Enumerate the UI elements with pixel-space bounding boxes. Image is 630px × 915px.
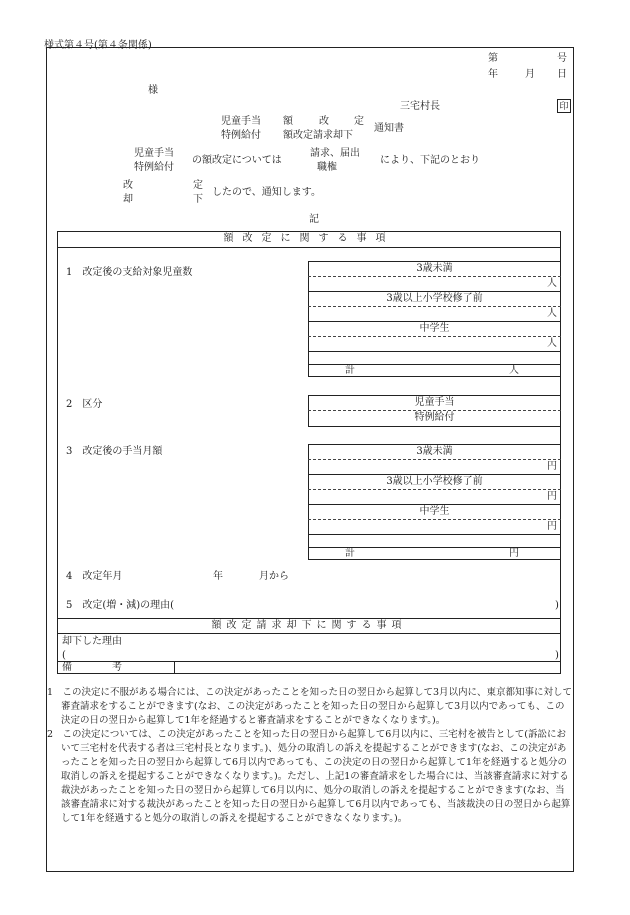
body-ka: 下 [193, 194, 203, 205]
item5-label: 5 改定(増・減)の理由( [66, 600, 175, 611]
issuer-name: 三宅村長 [400, 101, 440, 112]
notice-number-suffix: 号 [557, 53, 567, 64]
title-allowance-1: 児童手当 [221, 116, 261, 127]
section-title-revision: 額改定に関する事項 [223, 233, 395, 244]
item1-unit-under3: 人 [547, 278, 557, 289]
addressee-suffix: 様 [148, 85, 158, 96]
body-notified: したので、通知します。 [212, 187, 321, 198]
title-notice: 通知書 [374, 123, 404, 134]
item1-total-unit: 人 [509, 365, 519, 376]
notice-number-label: 第 [488, 53, 498, 64]
title-option-amount: 額 [283, 116, 293, 127]
body-request: 請求、届出 [310, 148, 360, 159]
item3-total-label: 計 [345, 548, 355, 559]
seal-mark: 印 [557, 99, 571, 113]
item3-total-unit: 円 [509, 548, 519, 559]
date-day: 日 [557, 69, 567, 80]
item2-row-special-benefit: 特例給付 [414, 412, 455, 423]
title-option-reject: 額改定請求却下 [283, 130, 353, 141]
rejection-close: ) [555, 650, 559, 661]
form-number: 様式第４号(第４条関係) [44, 40, 152, 51]
item4-month-from: 月から [259, 571, 289, 582]
body-kyaku: 却 [123, 194, 133, 205]
body-allowance-1: 児童手当 [134, 148, 174, 159]
note-1: 1 この決定に不服がある場合には、この決定があったことを知った日の翌日から起算して3月以内に、東京都知事に対して審査請求をすることができます(なお、この決定があったことを知った日の翌日から起算して3月以内であっても、この決定の日の翌日から起算して1年を経過すると審査請求をすることができなくなります。)。 [47, 687, 572, 726]
item1-row-under3: 3歳未満 [416, 263, 453, 274]
rejection-reason-label: 却下した理由 [62, 636, 122, 647]
rejection-open: ( [62, 650, 66, 661]
section-title-rejection: 額改定請求却下に関する事項 [211, 620, 407, 631]
item1-unit-elementary: 人 [547, 308, 557, 319]
date-month: 月 [525, 69, 535, 80]
date-year: 年 [488, 69, 498, 80]
remarks-label: 備 考 [62, 662, 122, 673]
body-text-mid: の額改定については [192, 155, 282, 166]
item3-row-elementary: 3歳以上小学校修了前 [386, 476, 483, 487]
item4-label: 4 改定年月 [66, 571, 123, 582]
item2-row-child-allowance: 児童手当 [414, 397, 455, 408]
title-option-revise: 改 [319, 116, 329, 127]
item3-row-junior-high: 中学生 [419, 506, 450, 517]
body-tei: 定 [193, 180, 203, 191]
item4-year: 年 [213, 571, 223, 582]
item3-box [308, 444, 561, 560]
item1-row-junior-high: 中学生 [419, 323, 450, 334]
item3-label: 3 改定後の手当月額 [66, 446, 163, 457]
body-kai: 改 [123, 180, 133, 191]
item5-close: ) [555, 600, 559, 611]
note-2: 2 この決定については、この決定があったことを知った日の翌日から起算して6月以内に、三宅村を被告として(訴訟において三宅村を代表する者は三宅村長となります。)、処分の取消しの訴えを提起することができます(なお、この決定があったことを知った日の翌日から起算して6月以内であっても、この決定の日の翌日から起算して1年を経過すると処分の取消しの訴えを提起することができなくなります。)。ただし、上記1の審査請求をした場合には、当該審査請求に対する裁決があったことを知った日の翌日から起算して6月以内に、処分の取消しの訴えを提起することができます(なお、当該審査請求に対する裁決があったことを知った日の翌日から起算して6月以内であっても、当該裁決の日の翌日から起算して1年を経過すると処分の取消しの訴えを提起することができなくなります。)。 [47, 729, 571, 824]
item3-row-under3: 3歳未満 [416, 446, 453, 457]
item3-unit-junior-high: 円 [547, 521, 557, 532]
item2-label: 2 区分 [66, 399, 103, 410]
item1-unit-junior-high: 人 [547, 338, 557, 349]
item3-unit-elementary: 円 [547, 491, 557, 502]
notice-form [46, 47, 574, 872]
title-option-fix: 定 [354, 116, 364, 127]
item3-unit-under3: 円 [547, 461, 557, 472]
title-allowance-2: 特例給付 [221, 130, 261, 141]
body-text-end: により、下記のとおり [380, 155, 480, 166]
item1-label: 1 改定後の支給対象児童数 [66, 267, 193, 278]
item1-row-elementary: 3歳以上小学校修了前 [386, 293, 483, 304]
ki-mark: 記 [309, 214, 319, 225]
item1-box [308, 261, 561, 377]
notes-section [47, 686, 573, 826]
body-allowance-2: 特例給付 [134, 162, 174, 173]
body-ex-officio: 職権 [317, 162, 337, 173]
item1-total-label: 計 [345, 365, 355, 376]
